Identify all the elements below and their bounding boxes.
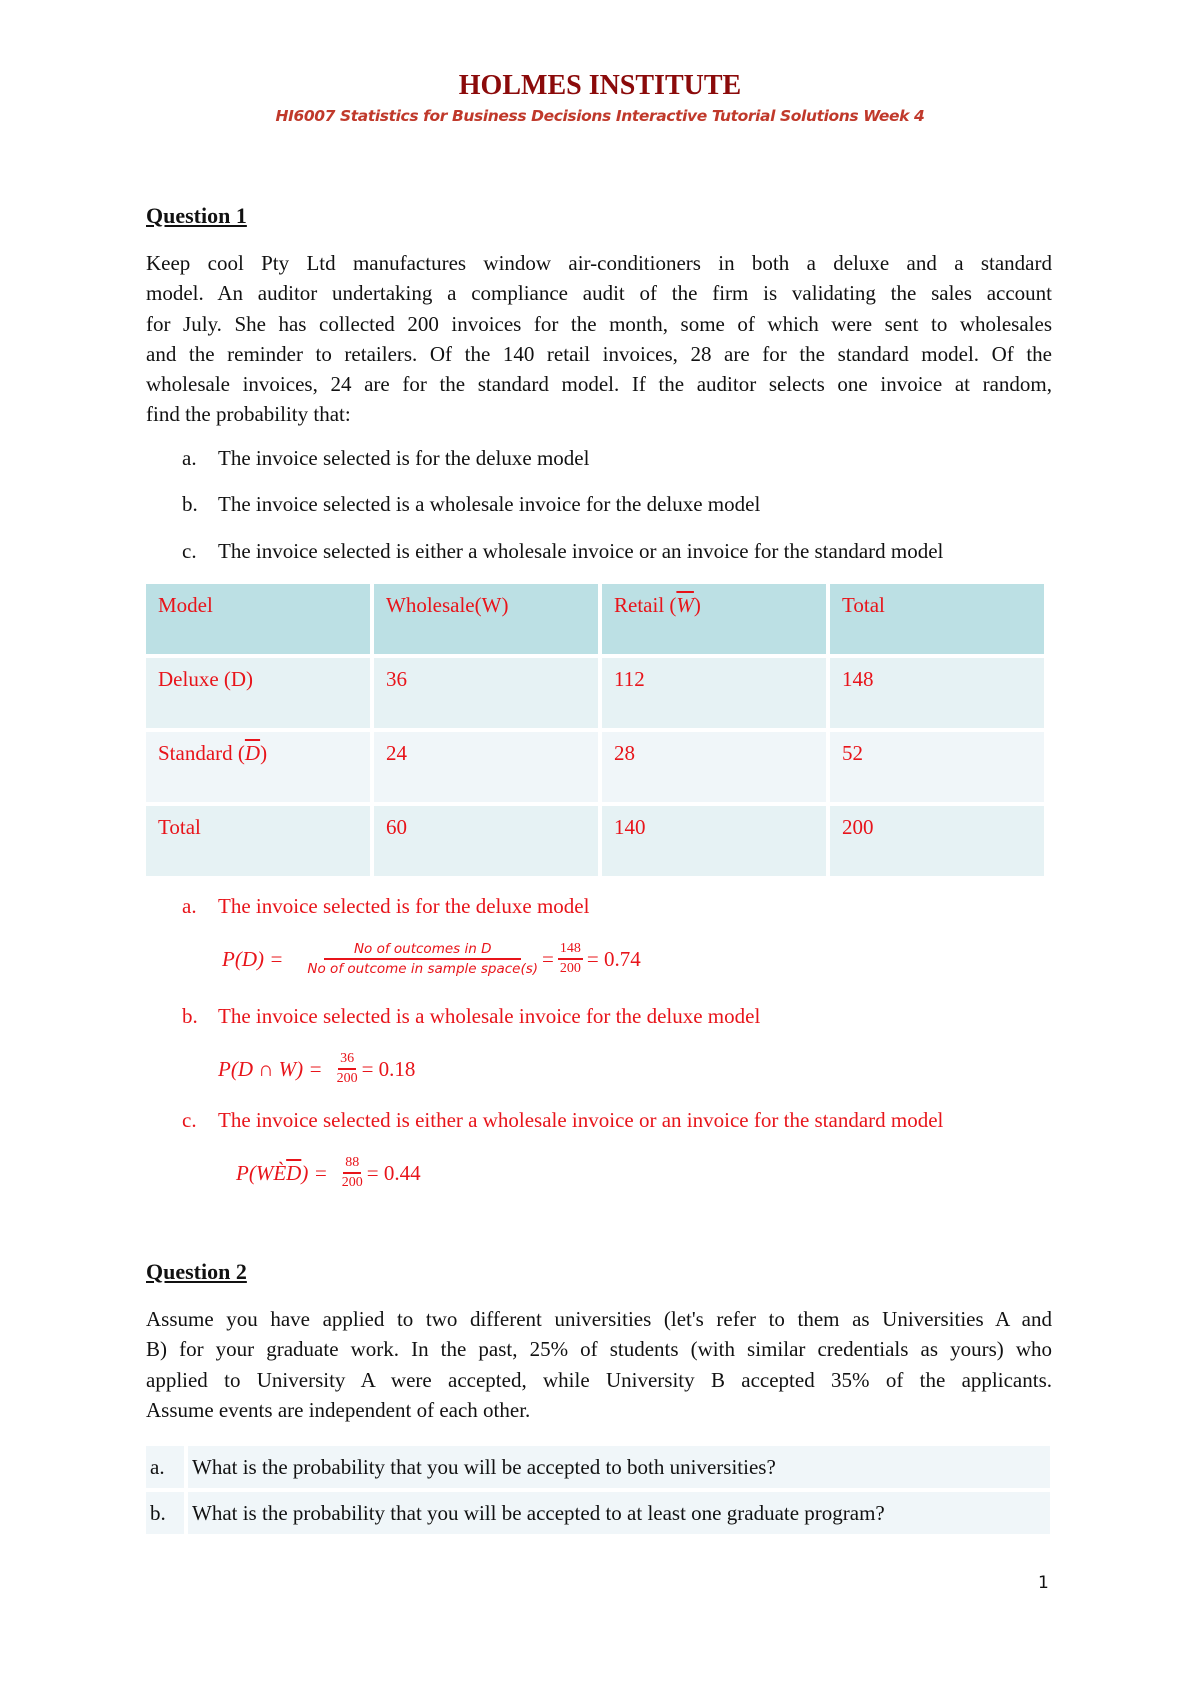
table-cell: 112 bbox=[602, 658, 826, 728]
text-line: find the probability that: bbox=[146, 402, 351, 427]
question-1-text bbox=[146, 248, 1052, 430]
question-2-text bbox=[146, 1304, 1052, 1425]
table-header-row bbox=[146, 584, 1044, 654]
formula-c: P(WÈ $\overline{D}$ ) = $\frac{88}{200}$ = 0.44 bbox=[236, 1155, 421, 1190]
answer-item bbox=[182, 894, 589, 919]
text-line: wholesale invoices, 24 are for the standard model. If the auditor selects one invoice at random, bbox=[146, 372, 1052, 397]
item-text: What is the probability that you will be accepted to at least one graduate program? bbox=[188, 1492, 1050, 1534]
text-line: Assume you have applied to two different universities (let's refer to them as Universities A and bbox=[146, 1307, 1052, 1331]
item-label: b. bbox=[182, 492, 198, 516]
fraction: $\frac{36}{200}$ bbox=[336, 1051, 358, 1086]
fraction: $\frac{88}{200}$ bbox=[341, 1155, 363, 1190]
text-line: for July. She has collected 200 invoices for the month, some of which were sent to wholesales bbox=[146, 311, 1052, 336]
question-item bbox=[182, 492, 760, 517]
item-label: c. bbox=[182, 1108, 197, 1132]
item-text: The invoice selected is either a wholesale invoice or an invoice for the standard model bbox=[218, 1108, 944, 1132]
table-cell: 28 bbox=[602, 732, 826, 802]
item-text: The invoice selected is for the deluxe model bbox=[218, 446, 590, 470]
header-cell: Wholesale(W) bbox=[374, 584, 598, 654]
text-line: Assume events are independent of each other. bbox=[146, 1397, 531, 1422]
text-line: Keep cool Pty Ltd manufactures window air-conditioners in both a deluxe and a standard bbox=[146, 251, 1052, 275]
question-item bbox=[146, 1492, 1050, 1534]
item-text: The invoice selected is either a wholesale invoice or an invoice for the standard model bbox=[218, 539, 944, 563]
table-cell: 24 bbox=[374, 732, 598, 802]
question-2-items-table bbox=[146, 1442, 1050, 1538]
table-cell: Deluxe (D) bbox=[146, 658, 370, 728]
text-line: model. An auditor undertaking a compliance audit of the firm is validating the sales account bbox=[146, 281, 1052, 306]
table-cell: 200 bbox=[830, 806, 1044, 876]
formula-result: = 0.44 bbox=[366, 1160, 421, 1185]
question-item bbox=[182, 446, 589, 471]
item-text: The invoice selected is a wholesale invoice for the deluxe model bbox=[218, 1004, 761, 1028]
answer-item bbox=[182, 1108, 943, 1133]
table-row bbox=[146, 806, 1044, 876]
item-label: b. bbox=[182, 1004, 198, 1028]
formula-result: = 0.18 bbox=[361, 1056, 416, 1081]
page-number: 1 bbox=[1038, 1573, 1049, 1593]
answer-item bbox=[182, 1004, 760, 1029]
table-row bbox=[146, 732, 1044, 802]
header-cell: Retail $(\overline{W})$ bbox=[602, 584, 826, 654]
question-1-heading: Question 1 bbox=[146, 203, 247, 228]
fraction: $\frac{\text{No of outcomes in D}}{\text{No of outcome in sample space(s)}}$ bbox=[307, 941, 539, 977]
contingency-table bbox=[142, 580, 1048, 880]
table-cell: 148 bbox=[830, 658, 1044, 728]
text-line: B) for your graduate work. In the past, 25% of students (with similar credentials as yours) who bbox=[146, 1337, 1052, 1362]
fraction: $\frac{148}{200}$ bbox=[559, 941, 581, 976]
text-line: applied to University A were accepted, while University B accepted 35% of the applicants. bbox=[146, 1367, 1052, 1392]
formula-lhs: P(D ∩ W) = bbox=[218, 1056, 323, 1081]
formula-result: = 0.74 bbox=[586, 946, 641, 971]
item-text: The invoice selected is a wholesale invoice for the deluxe model bbox=[218, 492, 761, 516]
header-cell: Model bbox=[146, 584, 370, 654]
course-subtitle: HI6007 Statistics for Business Decisions Interactive Tutorial Solutions Week 4 bbox=[275, 107, 925, 125]
equals: = bbox=[542, 946, 554, 971]
question-item bbox=[182, 539, 943, 564]
item-text: The invoice selected is for the deluxe model bbox=[218, 894, 590, 918]
header-cell: Total bbox=[830, 584, 1044, 654]
formula-lhs: P(WÈ bbox=[236, 1160, 287, 1185]
text-line: and the reminder to retailers. Of the 140 retail invoices, 28 are for the standard model. Of the bbox=[146, 341, 1052, 366]
table-cell: 52 bbox=[830, 732, 1044, 802]
table-cell: 140 bbox=[602, 806, 826, 876]
table-cell: 36 bbox=[374, 658, 598, 728]
table-cell: Total bbox=[146, 806, 370, 876]
formula-b bbox=[218, 1050, 415, 1088]
question-2-heading: Question 2 bbox=[146, 1259, 247, 1284]
question-item bbox=[146, 1446, 1050, 1488]
table-row bbox=[146, 658, 1044, 728]
institute-title: HOLMES INSTITUTE bbox=[458, 70, 742, 101]
item-label: c. bbox=[182, 539, 197, 563]
item-label: b. bbox=[146, 1492, 188, 1534]
item-label: a. bbox=[182, 446, 197, 470]
item-label: a. bbox=[182, 894, 197, 918]
item-text: What is the probability that you will be accepted to both universities? bbox=[188, 1446, 1050, 1488]
item-label: a. bbox=[146, 1446, 188, 1488]
formula-lhs: P(D) = bbox=[222, 946, 284, 971]
table-cell: 60 bbox=[374, 806, 598, 876]
formula-a bbox=[222, 940, 641, 978]
table-cell: Standard $(\overline{D})$ bbox=[146, 732, 370, 802]
